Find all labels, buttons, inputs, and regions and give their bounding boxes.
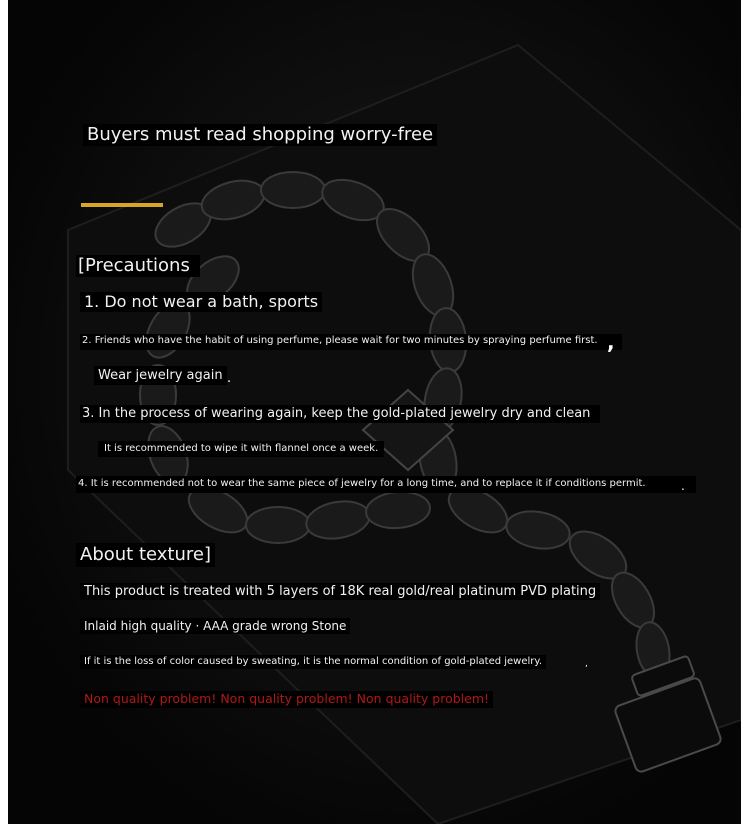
product-notice-panel	[8, 0, 741, 824]
texture-line-3-punct: ,	[585, 659, 588, 669]
title-divider	[81, 203, 163, 207]
precaution-item-2-continued: Wear jewelry again	[94, 366, 227, 385]
quality-warning: Non quality problem! Non quality problem! Non quality problem!	[80, 691, 493, 708]
precaution-item-1: 1. Do not wear a bath, sports	[80, 292, 322, 312]
texture-line-1: This product is treated with 5 layers of 18K real gold/real platinum PVD plating	[80, 583, 600, 600]
precaution-item-3-continued: It is recommended to wipe it with flannel once a week.	[98, 441, 384, 457]
notice-title: Buyers must read shopping worry-free	[83, 124, 437, 146]
texture-heading: About texture]	[76, 543, 215, 567]
precautions-heading: [Precautions	[76, 255, 200, 277]
texture-line-2: Inlaid high quality · AAA grade wrong Stone	[80, 618, 350, 634]
precaution-item-3: 3. In the process of wearing again, keep the gold-plated jewelry dry and clean	[80, 405, 600, 423]
precaution-item-4-punct: .	[681, 479, 685, 493]
precaution-item-2-punct: ,	[607, 330, 615, 354]
precaution-item-2-continued-punct: .	[227, 371, 232, 386]
precaution-item-4: 4. It is recommended not to wear the same piece of jewelry for a long time, and to replace it if conditions permit.	[76, 476, 696, 493]
precaution-item-2: 2. Friends who have the habit of using perfume, please wait for two minutes by spraying perfume first.	[80, 334, 622, 350]
texture-line-3: If it is the loss of color caused by sweating, it is the normal condition of gold-plated jewelry.	[80, 655, 546, 669]
